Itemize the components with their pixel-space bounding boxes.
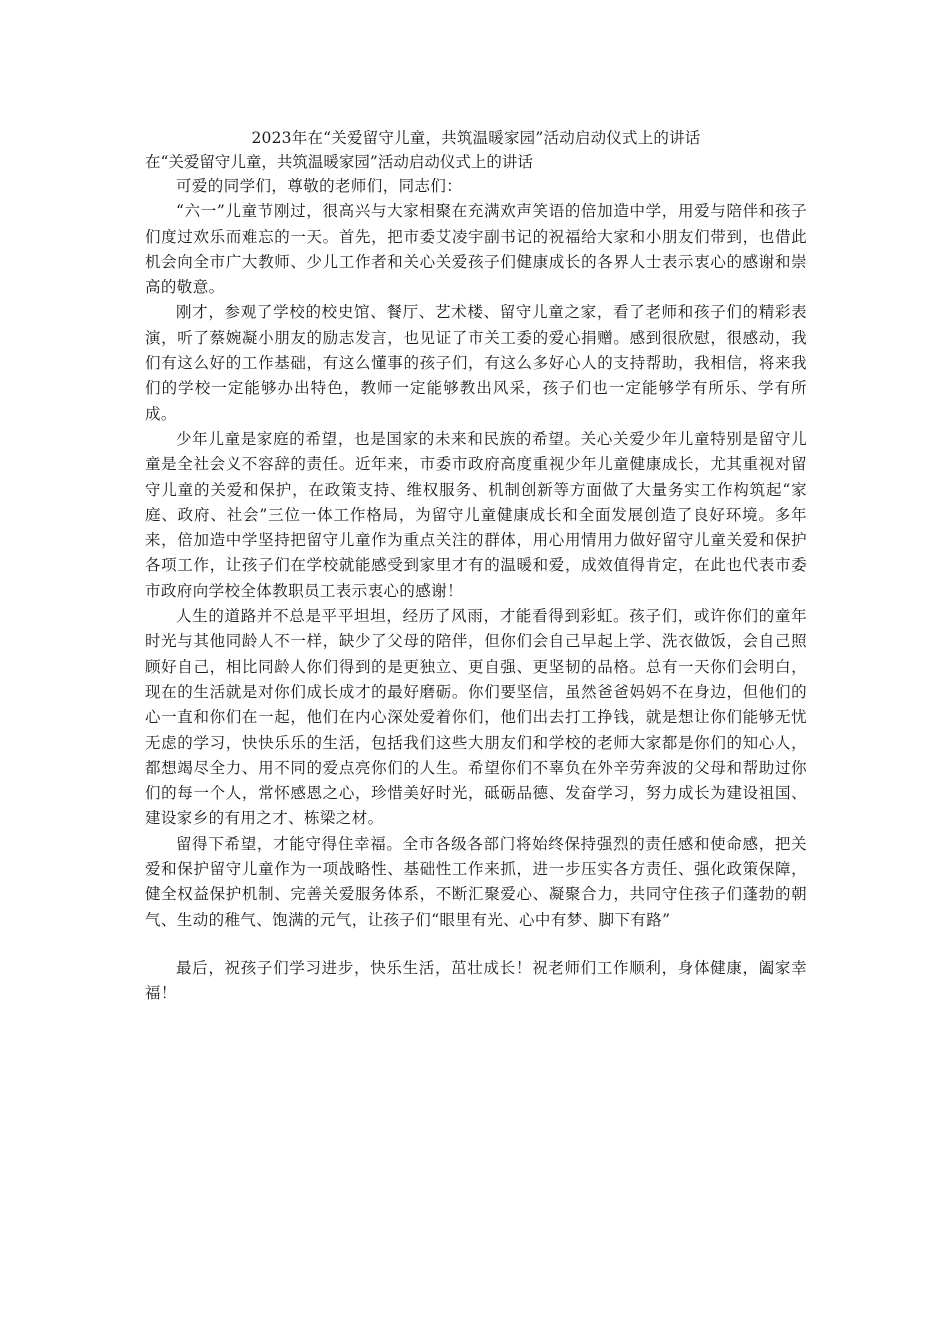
document-subtitle: 在“关爱留守儿童，共筑温暖家园”活动启动仪式上的讲话 (145, 153, 533, 171)
paragraph-4: 人生的道路并不总是平平坦坦，经历了风雨，才能看得到彩虹。孩子们，或许你们的童年时光与其他同龄人不一样，缺少了父母的陪伴，但你们会自己早起上学、洗衣做饭，会自己照顾好自己，相比同龄人你们得到的是更独立、更自强、更坚韧的品格。总有一天你们会明白，现在的生活就是对你们成长成才的最好磨砺。你们要坚信，虽然爸爸妈妈不在身边，但他们的心一直和你们在一起，他们在内心深处爱着你们，他们出去打工挣钱，就是想让你们能够无忧无虑的学习，快快乐乐的生活，包括我们这些大朋友们和学校的老师大家都是你们的知心人，都想竭尽全力、用不同的爱点亮你们的人生。希望你们不辜负在外辛劳奔波的父母和帮助过你们的每一个人，常怀感恩之心，珍惜美好时光，砥砺品德、发奋学习，努力成长为建设祖国、建设家乡的有用之才、栋梁之材。 (145, 607, 807, 828)
paragraph-2: 刚才，参观了学校的校史馆、餐厅、艺术楼、留守儿童之家，看了老师和孩子们的精彩表演，听了蔡婉凝小朋友的励志发言，也见证了市关工委的爱心捐赠。感到很欣慰，很感动，我们有这么好的工作基础，有这么懂事的孩子们，有这么多好心人的支持帮助，我相信，将来我们的学校一定能够办出特色，教师一定能够教出风采，孩子们也一定能够学有所乐、学有所成。 (145, 303, 807, 423)
paragraph-3: 少年儿童是家庭的希望，也是国家的未来和民族的希望。关心关爱少年儿童特别是留守儿童是全社会义不容辞的责任。近年来，市委市政府高度重视少年儿童健康成长，尤其重视对留守儿童的关爱和保护，在政策支持、维权服务、机制创新等方面做了大量务实工作构筑起“家庭、政府、社会”三位一体工作格局，为留守儿童健康成长和全面发展创造了良好环境。多年来，倍加造中学坚持把留守儿童作为重点关注的群体，用心用情用力做好留守儿童关爱和保护各项工作，让孩子们在学校就能感受到家里才有的温暖和爱，成效值得肯定，在此也代表市委市政府向学校全体教职员工表示衷心的感谢！ (145, 429, 807, 600)
closing-paragraph: 最后，祝孩子们学习进步，快乐生活，茁壮成长！祝老师们工作顺利，身体健康，阖家幸福！ (145, 958, 807, 1003)
document-page (145, 127, 807, 1007)
paragraph-1: “六一”儿童节刚过，很高兴与大家相聚在充满欢声笑语的倍加造中学，用爱与陪伴和孩子们度过欢乐而难忘的一天。首先，把市委艾凌宇副书记的祝福给大家和小朋友们带到，也借此机会向全市广大教师、少儿工作者和关心关爱孩子们健康成长的各界人士表示衷心的感谢和崇高的敬意。 (145, 202, 807, 297)
document-title: 2023年在“关爱留守儿童，共筑温暖家园”活动启动仪式上的讲话 (251, 129, 701, 147)
greeting: 可爱的同学们，尊敬的老师们，同志们： (176, 177, 463, 195)
paragraph-5: 留得下希望，才能守得住幸福。全市各级各部门将始终保持强烈的责任感和使命感，把关爱和保护留守儿童作为一项战略性、基础性工作来抓，进一步压实各方责任、强化政策保障，健全权益保护机制、完善关爱服务体系，不断汇聚爱心、凝聚合力，共同守住孩子们蓬勃的朝气、生动的稚气、饱满的元气，让孩子们“眼里有光、心中有梦、脚下有路” (145, 834, 807, 929)
